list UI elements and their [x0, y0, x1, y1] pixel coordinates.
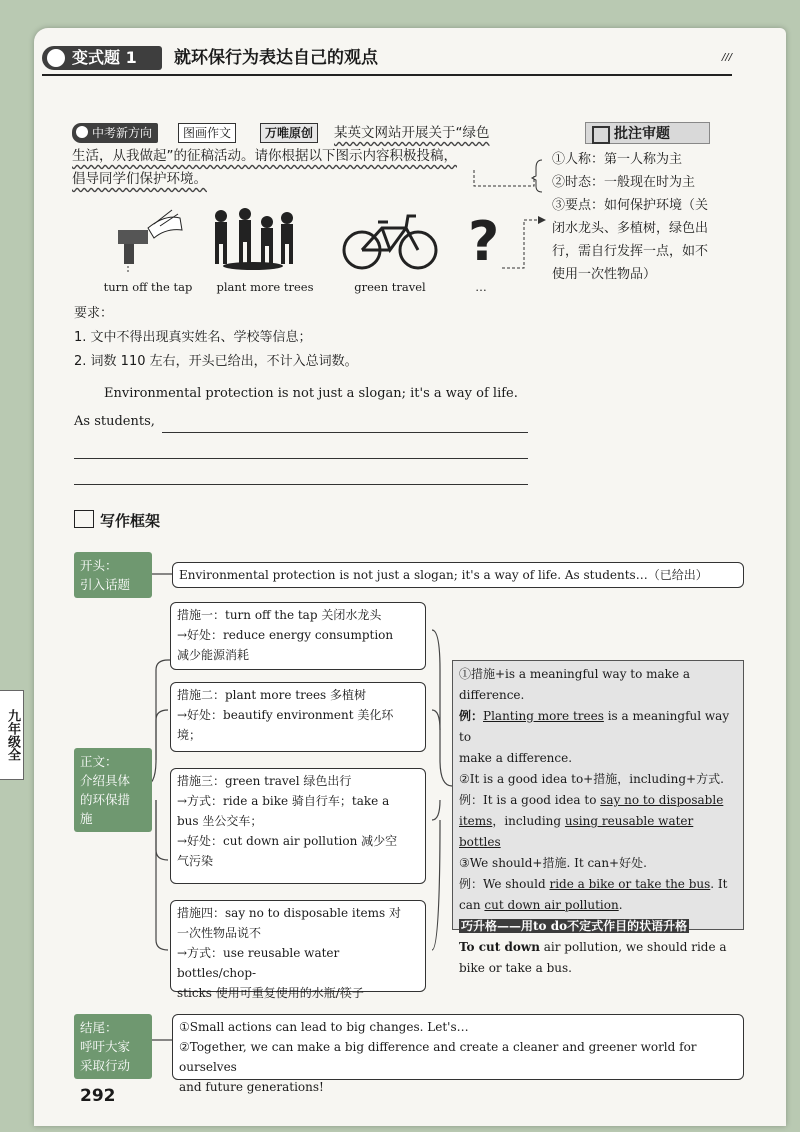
tip-2-example-cont	[459, 811, 737, 853]
writing-line	[74, 458, 528, 459]
underlined-phrase: ride a bike or take the bus	[549, 877, 711, 891]
tip-2: ②It is a good idea to+措施，including+方式.	[459, 772, 724, 786]
requirement-2: 2. 词数 110 左右，开头已给出，不计入总词数。	[74, 354, 358, 369]
measure-3-title: 措施三：green travel 绿色出行	[177, 774, 352, 788]
measure-3-way-cont: bus 坐公交车；	[177, 814, 263, 828]
caption-travel: green travel	[354, 280, 426, 294]
example-label: 例：	[459, 709, 484, 723]
question-mark-icon	[466, 212, 502, 268]
prompt-line-1: 某英文网站开展关于“绿色	[334, 125, 490, 141]
cube-icon	[47, 49, 65, 67]
underlined-phrase: cut down air pollution	[484, 898, 619, 912]
writing-line	[162, 432, 528, 433]
prompt-line-2: 生活，从我做起”的征稿活动。请你根据以下图示内容积极投稿，	[72, 148, 457, 164]
essay-start-students: As students,	[74, 414, 155, 429]
review-point-2: ②时态：一般现在时为主	[552, 175, 696, 190]
frame-heading-text: 写作框架	[100, 512, 161, 530]
measure-3-benefit: →好处：cut down air pollution 减少空	[177, 834, 398, 848]
measure-4-way-cont: sticks 使用可重复使用的水瓶/筷子	[177, 986, 364, 1000]
page-title: 就环保行为表达自己的观点	[174, 48, 378, 68]
requirements-heading: 要求：	[74, 306, 114, 321]
bicycle-icon	[340, 210, 440, 272]
bulb-icon	[76, 126, 88, 138]
grade-side-tab: 九年级全	[0, 690, 24, 780]
example-text: is a meaningful way to	[459, 709, 730, 744]
corner-mark: ///	[721, 52, 732, 63]
svg-text:?: ?	[468, 212, 500, 268]
page-number: 292	[80, 1086, 116, 1106]
upgrade-label: 巧升格——用to do不定式作目的状语升格	[461, 919, 688, 933]
tip-3-example	[459, 874, 737, 895]
body-tag: 正文： 介绍具体 的环保措 施	[74, 748, 152, 832]
caption-tap: turn off the tap	[103, 280, 193, 294]
prompt-line-3: 倡导同学们保护环境。	[72, 171, 207, 187]
tip-1-example-cont: make a difference.	[459, 751, 573, 765]
review-points	[552, 148, 752, 286]
structure-icon	[74, 510, 94, 528]
measure-4-way: →方式：use reusable water bottles/chop-	[177, 946, 340, 980]
example-text: air pollution, we should ride a	[539, 940, 727, 954]
pill-label: 中考新方向	[92, 126, 153, 140]
upgrade-example-cont: bike or take a bus.	[459, 961, 572, 975]
underlined-phrase: say no to disposable	[600, 793, 724, 807]
measure-3-way: →方式：ride a bike 骑自行车；take a	[177, 794, 390, 808]
ending-tag: 结尾： 呼吁大家 采取行动	[74, 1014, 152, 1079]
measure-1-title: 措施一：turn off the tap 关闭水龙头	[177, 608, 382, 622]
frame-heading	[74, 510, 160, 531]
requirement-1: 1. 文中不得出现真实姓名、学校等信息；	[74, 330, 312, 345]
review-point-1: ①人称：第一人称为主	[552, 152, 683, 167]
tip-3: ③We should+措施. It can+好处.	[459, 856, 647, 870]
note-icon	[592, 126, 610, 144]
title-bar	[42, 44, 732, 76]
tip-2-example	[459, 790, 737, 811]
example-text: .	[618, 898, 623, 912]
underlined-phrase: Planting more trees	[483, 709, 604, 723]
measure-4-title-cont: 一次性物品说不	[177, 926, 262, 940]
opening-tag: 开头： 引入话题	[74, 552, 152, 598]
review-point-3d: 使用一次性物品）	[552, 267, 657, 282]
measure-3-benefit-cont: 气污染	[177, 854, 214, 868]
essay-start-line: Environmental protection is not just a slogan; it's a way of life.	[104, 386, 518, 401]
ending-line-3: and future generations!	[179, 1080, 324, 1094]
example-text: . It	[710, 877, 728, 891]
measure-2-benefit: →好处：beautify environment 美化环	[177, 708, 394, 722]
example-text: 例：We should	[459, 877, 550, 891]
tip-1-example	[459, 706, 737, 748]
measure-4-title: 措施四：say no to disposable items 对	[177, 906, 401, 920]
review-point-3c: 行，需自行发挥一点，如不	[552, 244, 709, 259]
measure-2-title: 措施二：plant more trees 多植树	[177, 688, 367, 702]
tap-icon	[110, 208, 190, 274]
ending-box	[172, 1014, 744, 1094]
upgrade-example	[459, 937, 737, 958]
review-point-3: ③要点：如何保护环境（关	[552, 198, 709, 213]
writing-line	[74, 484, 528, 485]
question-badge	[42, 46, 162, 70]
tip-3-example-cont	[459, 895, 737, 916]
requirements	[74, 302, 534, 374]
badge-label: 变式题 1	[72, 48, 137, 67]
example-text: 例：It is a good idea to	[459, 793, 601, 807]
ending-line-2: ②Together, we can make a big difference and create a cleaner and greener world for ourselves	[179, 1040, 697, 1074]
caption-more: …	[475, 280, 487, 294]
measure-3-box	[170, 768, 426, 884]
measure-2-box	[170, 682, 426, 752]
tree-planting-icon	[207, 206, 299, 272]
caption-trees: plant more trees	[216, 280, 314, 294]
upgrade-tip	[459, 916, 737, 937]
example-text: can	[459, 898, 485, 912]
underlined-phrase: using reusable water bottles	[459, 814, 694, 849]
tip-1: ①措施+is a meaningful way to make a difference.	[459, 667, 691, 702]
ending-line-1: ①Small actions can lead to big changes. Let's…	[179, 1020, 469, 1034]
review-label	[585, 122, 710, 144]
measure-1-box	[170, 602, 426, 670]
measure-2-benefit-cn: 境；	[177, 728, 202, 742]
measure-4-box	[170, 900, 426, 1000]
measure-1-benefit-cn: 减少能源消耗	[177, 648, 250, 662]
example-text: ，including	[492, 814, 565, 828]
underlined-phrase: items	[459, 814, 493, 828]
bold-phrase: To cut down	[459, 940, 540, 954]
review-label-text: 批注审题	[614, 126, 670, 142]
review-point-3b: 闭水龙头、多植树，绿色出	[552, 221, 709, 236]
exam-direction-pill	[72, 123, 158, 143]
opening-box: Environmental protection is not just a slogan; it's a way of life. As students…（已给出）	[172, 562, 744, 588]
picture-essay-tag: 图画作文	[178, 123, 236, 143]
measure-1-benefit: →好处：reduce energy consumption	[177, 628, 394, 642]
original-tag: 万唯原创	[260, 123, 318, 143]
sentence-tips-box	[452, 660, 744, 975]
